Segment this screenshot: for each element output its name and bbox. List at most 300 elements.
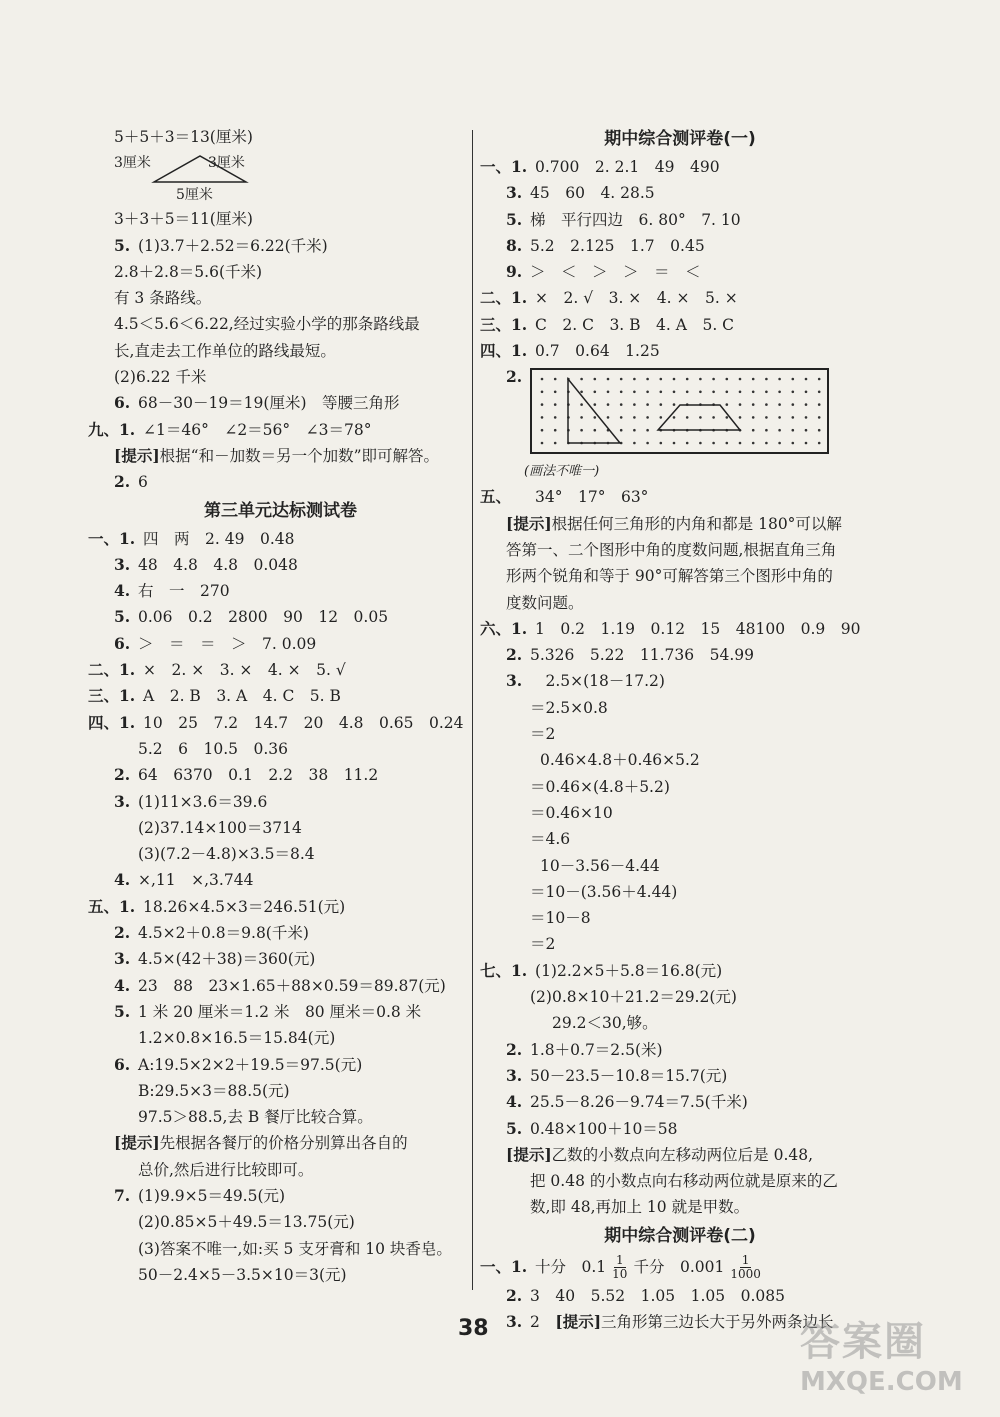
answer-line: [480, 207, 880, 233]
answer-text: ＞ ＝ ＝ ＞ 7. 0.09: [138, 634, 317, 653]
answer-text: 0.06 0.2 2800 90 12 0.05: [138, 608, 389, 627]
answer-line: [88, 311, 473, 337]
item-number: 1.: [119, 419, 136, 439]
item-number: 5.: [114, 607, 131, 627]
grid-dot: [726, 442, 729, 445]
answer-text: 乙数的小数点向左移动两位后是 0.48,: [551, 1145, 814, 1164]
grid-dot: [752, 429, 755, 432]
grid-dot: [699, 416, 702, 419]
answer-text: ＝4.6: [530, 830, 571, 849]
grid-dot: [792, 404, 795, 407]
fraction: [730, 1254, 761, 1281]
answer-line: [88, 710, 473, 736]
grid-dot: [712, 442, 715, 445]
answer-line: [88, 1262, 473, 1288]
answer-text: 4.5×(42＋38)＝360(元): [138, 950, 316, 969]
answer-line: [480, 931, 880, 957]
grid-dot: [726, 378, 729, 381]
grid-dot: [765, 429, 768, 432]
answer-line: [480, 721, 880, 747]
answer-line: [480, 616, 880, 642]
item-number: 4.: [506, 1092, 523, 1112]
grid-dot: [541, 442, 544, 445]
grid-dot: [818, 378, 821, 381]
item-number: 5.: [114, 1001, 131, 1021]
item-number: 1.: [511, 618, 528, 638]
answer-text: (1)11×3.6＝39.6: [138, 792, 268, 811]
grid-dot: [818, 429, 821, 432]
grid-dot: [792, 429, 795, 432]
answer-text: A 2. B 3. A 4. C 5. B: [143, 687, 341, 706]
grid-dot: [607, 404, 610, 407]
answer-line: [480, 1089, 880, 1115]
item-number: 7.: [114, 1185, 131, 1205]
item-number: 8.: [506, 235, 523, 255]
item-number: 1.: [119, 896, 136, 916]
answer-text: 根据任何三角形的内角和都是 180°可以解: [551, 514, 842, 533]
item-number: 1.: [511, 288, 528, 308]
hint-label: [提示]: [506, 1144, 552, 1164]
section-title: 期中综合测评卷(一): [604, 129, 756, 149]
grid-dot: [726, 416, 729, 419]
grid-dot: [699, 442, 702, 445]
grid-dot: [594, 429, 597, 432]
answer-line: [480, 905, 880, 931]
answer-line: [480, 1116, 880, 1142]
answer-line: [480, 1142, 880, 1168]
fraction: [612, 1254, 627, 1281]
grid-dot: [726, 404, 729, 407]
section-number: 九、: [88, 419, 120, 439]
grid-dot: [554, 416, 557, 419]
answer-line: [480, 1063, 880, 1089]
answer-line: [480, 537, 880, 563]
hint-label: [提示]: [114, 1133, 160, 1153]
answer-text: A:19.5×2×2＋19.5＝97.5(元): [138, 1055, 363, 1074]
grid-dot: [752, 442, 755, 445]
fraction-denominator: 1000: [730, 1267, 761, 1282]
grid-dot: [541, 416, 544, 419]
section-number: 三、: [480, 314, 512, 334]
answer-text: 四 两 2. 49 0.48: [143, 529, 295, 548]
answer-line: [480, 511, 880, 537]
grid-dot: [765, 442, 768, 445]
answer-text: ＝10－(3.56＋4.44): [530, 882, 678, 901]
answer-text: 2.5×(18－17.2): [530, 672, 665, 691]
right-column: [480, 124, 880, 1335]
answer-line: [88, 815, 473, 841]
item-number: 9.: [506, 262, 523, 282]
section-number: 六、: [480, 618, 512, 638]
grid-dot: [712, 378, 715, 381]
item-number: 3.: [114, 949, 131, 969]
grid-dot: [778, 429, 781, 432]
grid-dot: [554, 442, 557, 445]
answer-text: 5＋5＋3＝13(厘米): [114, 128, 253, 146]
section-number: 七、: [480, 960, 512, 980]
answer-text: (1)9.9×5＝49.5(元): [138, 1186, 286, 1205]
grid-dot: [739, 442, 742, 445]
answer-text: ＝2.5×0.8: [530, 698, 608, 717]
grid-dot: [818, 391, 821, 394]
grid-dot: [805, 429, 808, 432]
grid-dot: [792, 416, 795, 419]
answer-line: [480, 180, 880, 206]
answer-text: 5.326 5.22 11.736 54.99: [530, 646, 754, 665]
grid-dot: [594, 404, 597, 407]
answer-line: [480, 826, 880, 852]
item-number: 1.: [119, 686, 136, 706]
grid-dot: [607, 378, 610, 381]
answer-text: 3 40 5.52 1.05 1.05 0.085: [530, 1286, 785, 1305]
answer-line: [88, 920, 473, 946]
answer-line: [480, 747, 880, 773]
answer-text: 千分 0.001: [633, 1257, 725, 1276]
item-number: 2.: [506, 1039, 523, 1059]
answer-line: [88, 946, 473, 972]
grid-dot: [752, 416, 755, 419]
answer-line: [88, 762, 473, 788]
grid-dot: [646, 378, 649, 381]
answer-text: 数,即 48,再加上 10 就是甲数。: [530, 1198, 750, 1217]
grid-dot: [594, 391, 597, 394]
item-number: 2.: [506, 645, 523, 665]
answer-text: 梯 平行四边 6. 80° 7. 10: [530, 210, 741, 229]
grid-dot: [660, 416, 663, 419]
answer-line: [480, 1010, 880, 1036]
answer-text: 0.7 0.64 1.25: [535, 342, 660, 361]
left-column: [88, 124, 473, 1288]
answer-line: [480, 879, 880, 905]
item-number: 3.: [114, 791, 131, 811]
watermark-url: MXQE.COM: [800, 1367, 963, 1397]
item-number: 4.: [114, 870, 131, 890]
answer-text: 2.8＋2.8＝5.6(千米): [114, 262, 263, 281]
grid-dot: [739, 391, 742, 394]
grid-dot: [686, 391, 689, 394]
grid-dot: [805, 404, 808, 407]
answer-text: 5.2 6 10.5 0.36: [138, 739, 289, 758]
grid-dot: [778, 391, 781, 394]
answer-text: 50－2.4×5－3.5×10＝3(元): [138, 1265, 347, 1284]
answer-text: ＞ ＜ ＞ ＞ ＝ ＜: [530, 263, 701, 282]
grid-dot: [673, 391, 676, 394]
answer-line: [480, 1037, 880, 1063]
grid-dot: [765, 404, 768, 407]
grid-dot: [673, 416, 676, 419]
grid-dot: [712, 416, 715, 419]
grid-dot: [646, 442, 649, 445]
grid-dot: [554, 429, 557, 432]
answer-text: 50－23.5－10.8＝15.7(元): [530, 1066, 728, 1085]
section-number: 一、: [480, 1256, 512, 1276]
answer-text: 45 60 4. 28.5: [530, 184, 655, 203]
grid-dot: [633, 391, 636, 394]
answer-line: [480, 1194, 880, 1220]
answer-line: [88, 443, 473, 469]
column-divider: [472, 130, 473, 1290]
grid-dot: [818, 416, 821, 419]
answer-line: [88, 526, 473, 552]
answer-line: [88, 999, 473, 1025]
fraction-numerator: 1: [741, 1253, 750, 1268]
answer-text: 右 一 270: [138, 582, 230, 601]
answer-line: [88, 552, 473, 578]
answer-text: 三角形第三边长大于另外两条边长: [601, 1312, 834, 1331]
answer-line: [480, 695, 880, 721]
grid-dot: [792, 378, 795, 381]
dot-grid-figure: [530, 368, 829, 454]
section-title: 第三单元达标测试卷: [204, 500, 357, 521]
grid-dot: [660, 378, 663, 381]
answer-line: [480, 853, 880, 879]
answer-text: 长,直走去工作单位的路线最短。: [114, 341, 336, 360]
hint-label: [提示]: [555, 1311, 602, 1331]
answer-text: 1.2×0.8×16.5＝15.84(元): [138, 1029, 336, 1048]
grid-dot: [778, 442, 781, 445]
answer-text: (2)37.14×100＝3714: [138, 818, 302, 837]
answer-text: 34° 17° 63°: [535, 488, 649, 507]
answer-text: (1)2.2×5＋5.8＝16.8(元): [535, 961, 723, 980]
item-number: 2.: [114, 923, 131, 943]
answer-line: [480, 958, 880, 984]
grid-dot: [620, 404, 623, 407]
grid-dot: [620, 429, 623, 432]
answer-text: 5.2 2.125 1.7 0.45: [530, 236, 705, 255]
triangle-side-label: 5厘米: [176, 187, 213, 204]
answer-line: [88, 1025, 473, 1051]
grid-dot: [633, 404, 636, 407]
answer-text: 2: [530, 1312, 556, 1331]
grid-dot: [699, 378, 702, 381]
answer-text: 23 88 23×1.65＋88×0.59＝89.87(元): [138, 976, 446, 995]
item-number: 6.: [114, 1054, 131, 1074]
answer-line: [480, 800, 880, 826]
answer-line: [88, 867, 473, 893]
answer-line: [88, 417, 473, 443]
triangle-figure: [88, 150, 473, 206]
grid-dot: [778, 416, 781, 419]
answer-text: ＝0.46×(4.8＋5.2): [530, 777, 670, 796]
answer-line: [480, 590, 880, 616]
grid-dot: [580, 429, 583, 432]
item-number: 3.: [506, 1065, 523, 1085]
answer-text: 形两个锐角和等于 90°可解答第三个图形中角的: [506, 567, 833, 586]
answer-line: [480, 642, 880, 668]
answer-line: [88, 736, 473, 762]
answer-text: (2)0.8×10＋21.2＝29.2(元): [530, 988, 737, 1007]
grid-dot: [712, 391, 715, 394]
grid-dot: [580, 378, 583, 381]
answer-line: [88, 789, 473, 815]
answer-text: 1 0.2 1.19 0.12 15 48100 0.9 90: [535, 619, 861, 638]
answer-line: [88, 894, 473, 920]
grid-dot: [792, 391, 795, 394]
item-number: 3.: [506, 1311, 523, 1331]
answer-text: 答第一、二个图形中角的度数问题,根据直角三角: [506, 540, 837, 559]
item-number: 4.: [114, 975, 131, 995]
grid-dot: [726, 391, 729, 394]
grid-dot: [739, 416, 742, 419]
answer-line: [88, 683, 473, 709]
item-number: 1.: [511, 341, 528, 361]
grid-dot: [673, 404, 676, 407]
answer-line: [480, 563, 880, 589]
grid-dot: [686, 378, 689, 381]
answer-text: ∠1＝46° ∠2＝56° ∠3＝78°: [143, 420, 372, 439]
answer-text: 6: [138, 473, 148, 492]
item-number: 1.: [511, 960, 528, 980]
answer-text: (2)6.22 千米: [114, 368, 207, 387]
answer-text: 18.26×4.5×3＝246.51(元): [143, 897, 346, 916]
answer-line: [480, 154, 880, 180]
answer-line: [88, 338, 473, 364]
grid-dot: [620, 391, 623, 394]
answer-line: [88, 206, 473, 232]
item-number: 1.: [511, 157, 528, 176]
answer-line: [480, 312, 880, 338]
answer-line: [88, 364, 473, 390]
grid-dot: [541, 391, 544, 394]
grid-dot: [765, 378, 768, 381]
grid-dot: [580, 404, 583, 407]
grid-dot: [607, 416, 610, 419]
dot-grid-drawing: [532, 370, 827, 452]
drawing-note: (画法不唯一): [524, 464, 600, 480]
hint-label: [提示]: [114, 445, 160, 465]
answer-line: [88, 1078, 473, 1104]
grid-dot: [633, 429, 636, 432]
grid-dot: [594, 416, 597, 419]
grid-dot: [805, 416, 808, 419]
answer-text: C 2. C 3. B 4. A 5. C: [535, 315, 735, 334]
answer-text: 3＋3＋5＝11(厘米): [114, 210, 253, 229]
section-number: 四、: [88, 712, 120, 732]
answer-line: [88, 1157, 473, 1183]
grid-dot: [541, 404, 544, 407]
grid-dot: [673, 378, 676, 381]
answer-line: [480, 984, 880, 1010]
grid-dot: [778, 404, 781, 407]
grid-dot: [620, 378, 623, 381]
answer-text: 把 0.48 的小数点向右移动两位就是原来的乙: [530, 1172, 838, 1191]
grid-dot: [660, 442, 663, 445]
answer-text: 度数问题。: [506, 593, 584, 612]
section-number: 二、: [480, 288, 512, 308]
answer-line: [88, 604, 473, 630]
grid-dot: [818, 404, 821, 407]
answer-line: [88, 1052, 473, 1078]
grid-dot: [580, 416, 583, 419]
page-number: 38: [458, 1316, 489, 1341]
grid-dot: [541, 378, 544, 381]
grid-answer-line: [480, 364, 880, 460]
answer-text: 十分 0.1: [535, 1257, 607, 1276]
item-number: 1.: [511, 1256, 528, 1276]
triangle-side-label: 3厘米: [208, 155, 245, 172]
answer-line: [480, 259, 880, 285]
item-number: 2.: [114, 472, 131, 492]
answer-text: ＝2: [530, 725, 556, 744]
grid-dot: [646, 429, 649, 432]
item-number: 4.: [114, 581, 131, 601]
item-number: 6.: [114, 393, 131, 413]
answer-line: [88, 1183, 473, 1209]
answer-text: 根据“和－加数＝另一个加数”即可解答。: [159, 446, 440, 465]
grid-dot: [554, 391, 557, 394]
answer-text: 68－30－19＝19(厘米) 等腰三角形: [138, 394, 400, 413]
grid-dot: [646, 391, 649, 394]
grid-dot: [699, 391, 702, 394]
answer-text: 0.48×100＋10＝58: [530, 1119, 678, 1138]
grid-dot: [633, 442, 636, 445]
answer-text: 1 米 20 厘米＝1.2 米 80 厘米＝0.8 米: [138, 1002, 422, 1021]
answer-text: 64 6370 0.1 2.2 38 11.2: [138, 766, 379, 785]
answer-line: [88, 578, 473, 604]
grid-dot: [805, 378, 808, 381]
item-number: 3.: [506, 671, 523, 691]
answer-text: 10－3.56－4.44: [540, 856, 660, 875]
item-number: 1.: [119, 712, 136, 732]
fraction-numerator: 1: [615, 1253, 624, 1268]
item-number: 5.: [114, 235, 131, 255]
answer-text: 先根据各餐厅的价格分别算出各自的: [159, 1134, 408, 1153]
answer-line: [88, 1130, 473, 1156]
grid-dot: [660, 404, 663, 407]
fraction-denominator: 10: [612, 1267, 628, 1282]
answer-line: [88, 1104, 473, 1130]
answer-text: 48 4.8 4.8 0.048: [138, 555, 298, 574]
grid-dot: [792, 442, 795, 445]
answer-text: 0.46×4.8＋0.46×5.2: [540, 751, 700, 770]
grid-dot: [778, 378, 781, 381]
answer-text: × 2. × 3. × 4. × 5. √: [143, 661, 346, 680]
answer-text: ×,11 ×,3.744: [138, 871, 254, 890]
grid-dot: [686, 442, 689, 445]
item-number: 1.: [119, 528, 136, 548]
watermark-logo: [800, 1310, 990, 1410]
grid-dot: [646, 416, 649, 419]
answer-line: [88, 233, 473, 259]
answer-line: [88, 259, 473, 285]
section-title: 期中综合测评卷(二): [604, 1225, 756, 1246]
answer-text: 97.5＞88.5,去 B 餐厅比较合算。: [138, 1108, 373, 1127]
grid-dot: [752, 378, 755, 381]
section-number: 五、: [88, 896, 120, 916]
grid-dot: [554, 378, 557, 381]
answer-line: [480, 1168, 880, 1194]
answer-line: [88, 390, 473, 416]
grid-dot: [541, 429, 544, 432]
answer-line: [88, 1209, 473, 1235]
grid-dot: [686, 416, 689, 419]
item-number: 6.: [114, 633, 131, 653]
section-number: 五、: [480, 487, 512, 507]
answer-text: (1)3.7＋2.52＝6.22(千米): [138, 236, 328, 255]
triangle-side-label: 3厘米: [114, 155, 151, 172]
grid-dot: [646, 404, 649, 407]
grid-dot: [580, 391, 583, 394]
answer-line: [88, 841, 473, 867]
answer-line: [88, 285, 473, 311]
item-number: 5.: [506, 1118, 523, 1138]
section-number: 三、: [88, 686, 120, 706]
answer-text: (3)答案不唯一,如:买 5 支牙膏和 10 块香皂。: [138, 1239, 452, 1258]
item-number: 2.: [506, 367, 523, 387]
section-number: 四、: [480, 341, 512, 361]
answer-text: 4.5＜5.6＜6.22,经过实验小学的那条路线最: [114, 315, 420, 334]
item-number: 5.: [506, 209, 523, 229]
